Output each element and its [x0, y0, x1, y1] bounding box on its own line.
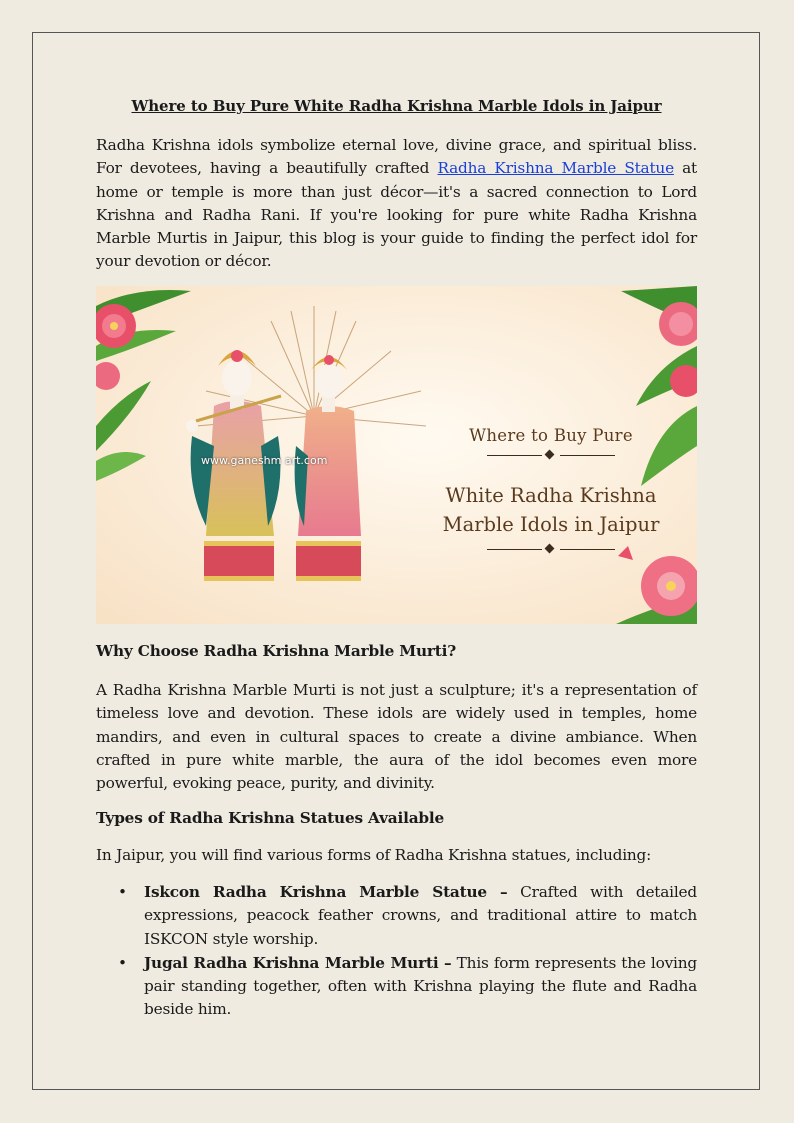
section-why-choose-body: A Radha Krishna Marble Murti is not just a sculpture; it's a representation of timeless love and devotion. These idols are widely used in temples, home mandirs, and even in cultural spaces to create a divine ambiance. When crafted in pure white marble, the aura of the idol becomes even more powerful, evoking peace, purity, and divinity. [96, 681, 697, 793]
banner-divider-bottom [487, 545, 615, 555]
bullet-icon: • [118, 883, 127, 901]
section-types-intro: In Jaipur, you will find various forms of Radha Krishna statues, including: [96, 846, 652, 864]
list-item-text: This form represents the loving pair standing together, often with Krishna playing the flute and Radha beside him. [144, 953, 697, 1019]
statue-types-list [96, 881, 697, 1022]
list-item [96, 881, 697, 951]
page-title: Where to Buy Pure White Radha Krishna Marble Idols in Jaipur [131, 97, 662, 115]
list-item-title: Iskcon Radha Krishna Marble Statue – [144, 883, 508, 901]
banner-caption [426, 426, 676, 555]
list-item [96, 952, 697, 1022]
banner-line-1: Where to Buy Pure [469, 426, 633, 445]
bullet-icon: • [118, 953, 127, 972]
section-heading-why-choose: Why Choose Radha Krishna Marble Murti? [96, 642, 456, 660]
banner-watermark: www.ganeshm art.com [201, 454, 328, 467]
banner-image [96, 286, 697, 624]
radha-krishna-statue-link[interactable]: Radha Krishna Marble Statue [437, 159, 674, 178]
list-item-text: Crafted with detailed expressions, peacock feather crowns, and traditional attire to match ISKCON style worship. [144, 883, 697, 948]
banner-line-2: White Radha Krishna [445, 484, 657, 507]
document-page [32, 32, 760, 1090]
banner-divider-top [487, 451, 615, 461]
section-heading-types: Types of Radha Krishna Statues Available [96, 809, 445, 827]
list-item-title: Jugal Radha Krishna Marble Murti – [144, 953, 452, 972]
banner-line-3: Marble Idols in Jaipur [442, 513, 660, 536]
intro-text-start: Radha Krishna idols symbolize eternal love, divine grace, and spiritual bliss. For devotees, having a beautifully crafted [96, 136, 697, 178]
intro-text-end: at home or temple is more than just décor—it's a sacred connection to Lord Krishna and Radha Rani. If you're looking for pure white Radha Krishna Marble Murtis in Jaipur, this blog is your guide to finding the perfect idol for your devotion or décor. [96, 159, 697, 271]
intro-paragraph [96, 134, 697, 274]
